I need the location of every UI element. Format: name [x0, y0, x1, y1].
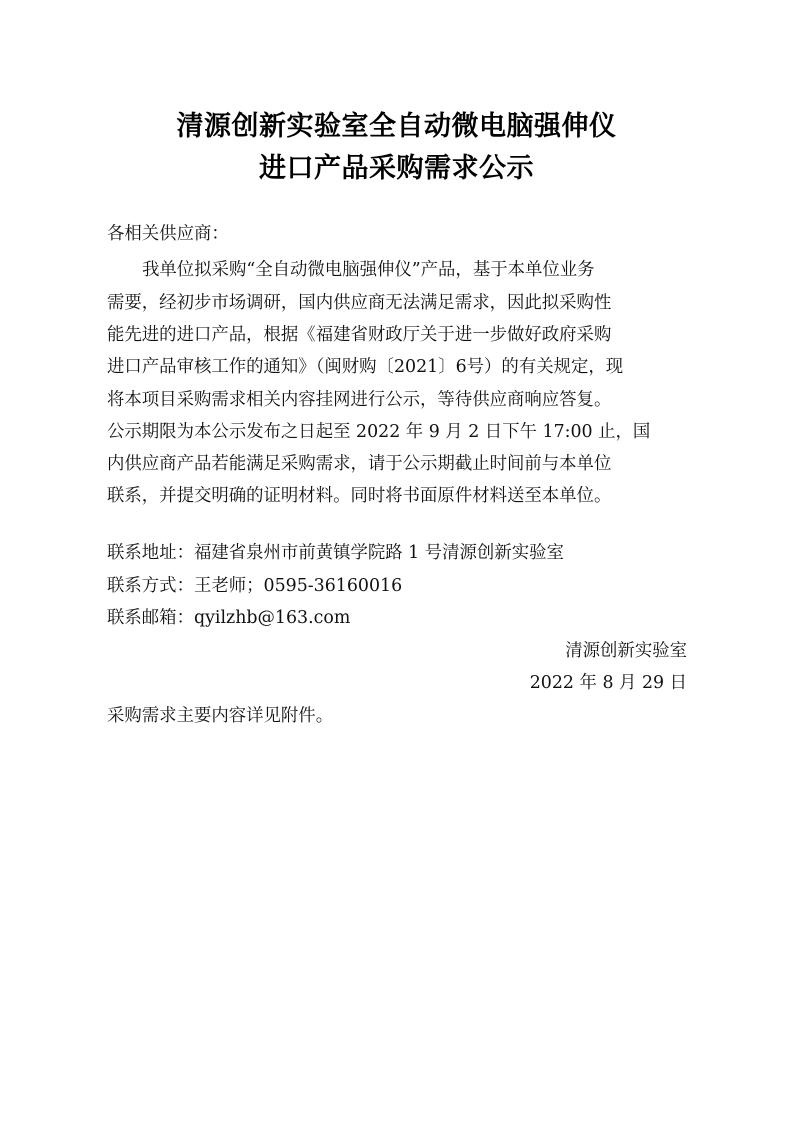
body-line: 我单位拟采购“全自动微电脑强伸仪”产品，基于本单位业务 [142, 260, 595, 280]
contact-email: 联系邮箱：qyilzhb@163.com [107, 608, 351, 628]
document-title-line-2: 进口产品采购需求公示 [259, 153, 534, 184]
signature-date: 2022 年 8 月 29 日 [529, 673, 687, 693]
body-line: 需要，经初步市场调研，国内供应商无法满足需求，因此拟采购性 [107, 293, 612, 313]
body-line: 内供应商产品若能满足采购需求，请于公示期截止时间前与本单位 [107, 454, 612, 474]
signature-organization: 清源创新实验室 [565, 641, 687, 661]
attachment-note: 采购需求主要内容详见附件。 [107, 706, 334, 726]
body-line: 联系，并提交明确的证明材料。同时将书面原件材料送至本单位。 [107, 486, 612, 506]
document-title-line-1: 清源创新实验室全自动微电脑强伸仪 [176, 111, 617, 142]
body-line: 将本项目采购需求相关内容挂网进行公示，等待供应商响应答复。 [107, 390, 612, 410]
body-line: 公示期限为本公示发布之日起至 2022 年 9 月 2 日下午 17:00 止，国 [107, 422, 651, 442]
contact-address: 联系地址：福建省泉州市前黄镇学院路 1 号清源创新实验室 [107, 543, 564, 563]
body-line: 能先进的进口产品，根据《福建省财政厅关于进一步做好政府采购 [107, 325, 612, 345]
contact-phone: 联系方式：王老师；0595-36160016 [107, 576, 403, 596]
salutation: 各相关供应商： [107, 224, 229, 244]
body-line: 进口产品审核工作的通知》（闽财购〔2021〕6号）的有关规定，现 [107, 357, 624, 377]
